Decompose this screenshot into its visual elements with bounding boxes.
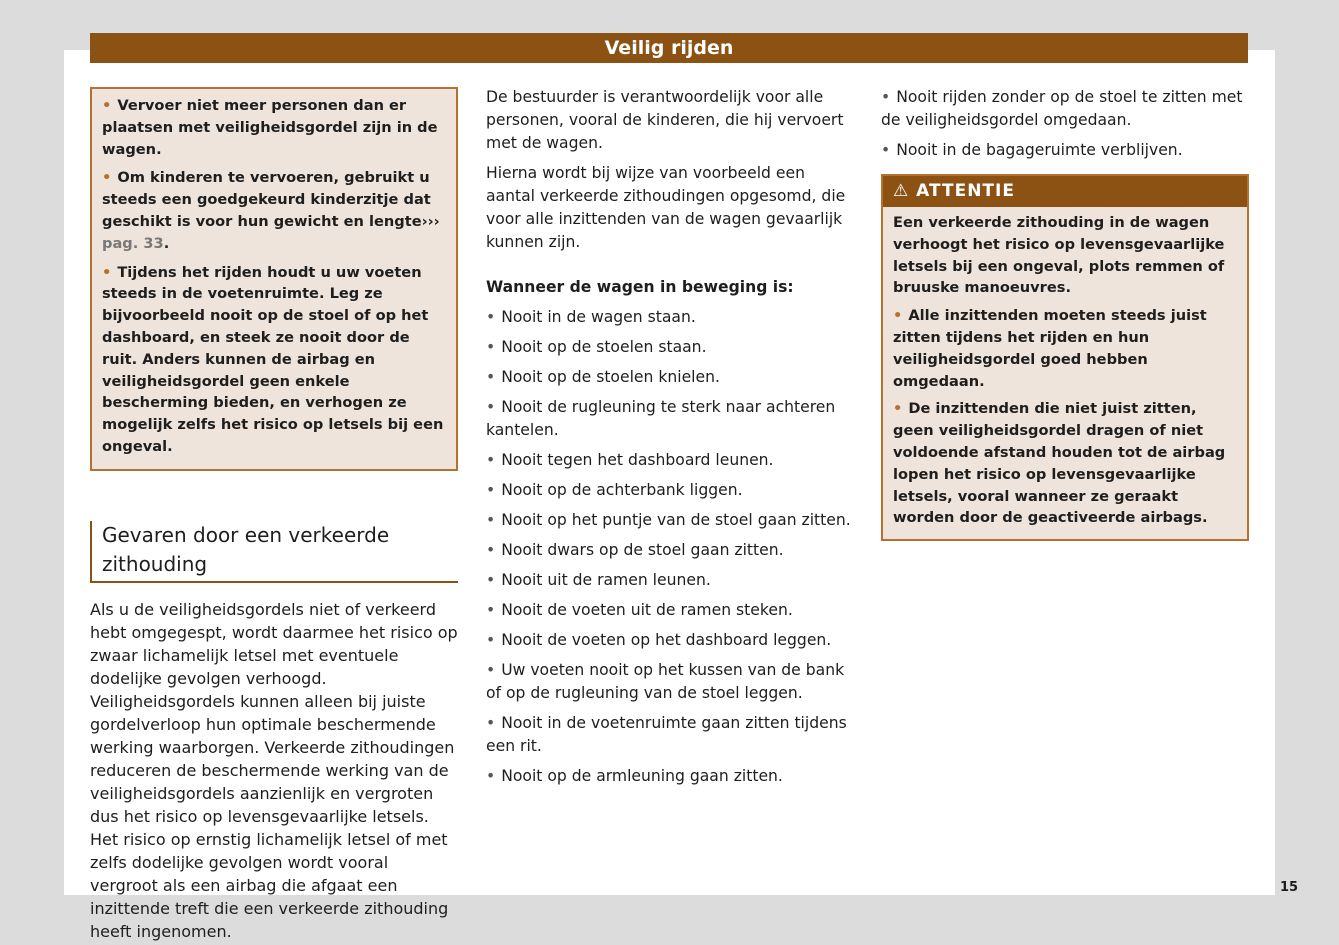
bullet-icon: • xyxy=(881,141,891,159)
bullet-icon: • xyxy=(486,398,496,416)
attention-list xyxy=(893,305,1237,529)
box-item: • Om kinderen te vervoeren, gebruikt u steeds een goedgekeurd kinderzitje dat geschikt is voor hun gewicht en lengte››› pag. 33. xyxy=(102,169,440,252)
list-item-text: Nooit op de achterbank liggen. xyxy=(501,481,743,499)
bullet-list xyxy=(881,86,1249,162)
attention-intro: Een verkeerde zithouding in de wagen verhoogt het risico op levensgevaarlijke letsels bij een ongeval, plots remmen of bruuske manoeuvres. xyxy=(893,214,1225,297)
middle-column xyxy=(486,86,852,795)
page-number: 15 xyxy=(1280,880,1299,895)
bullet-icon: • xyxy=(486,601,496,619)
bullet-icon: • xyxy=(486,481,496,499)
list-item xyxy=(881,139,1249,162)
list-item xyxy=(486,306,852,329)
list-item xyxy=(486,509,852,532)
bullet-icon: • xyxy=(486,661,496,679)
bullet-icon: • xyxy=(881,88,891,106)
bullet-icon: • xyxy=(486,714,496,732)
right-column xyxy=(881,86,1249,541)
bullet-icon: • xyxy=(486,368,496,386)
list-item xyxy=(486,336,852,359)
list-item xyxy=(486,712,852,758)
list-item-text: Nooit de rugleuning te sterk naar achteren kantelen. xyxy=(486,398,836,439)
bullet-icon: • xyxy=(486,308,496,326)
page-link[interactable]: pag. 33 xyxy=(102,234,164,252)
list-item xyxy=(486,479,852,502)
list-item xyxy=(893,305,1237,392)
list-item-text: De inzittenden die niet juist zitten, geen veiligheidsgordel dragen of niet voldoende afstand houden tot de airbag lopen het risico op levensgevaarlijke letsels, vooral wanneer ze geraakt worden door de geactiveerde airbags. xyxy=(893,400,1226,527)
attention-box xyxy=(881,174,1249,541)
box-item: • Vervoer niet meer personen dan er plaatsen met veiligheidsgordel zijn in de wagen. xyxy=(102,97,438,158)
left-column xyxy=(90,87,458,943)
bullet-icon: • xyxy=(486,541,496,559)
list-item-text: Nooit op de armleuning gaan zitten. xyxy=(501,767,783,785)
list-item xyxy=(893,398,1237,529)
warning-triangle-icon: ⚠ xyxy=(893,181,910,201)
list-item-text: Nooit in de bagageruimte verblijven. xyxy=(896,141,1183,159)
bullet-icon: • xyxy=(486,451,496,469)
bullet-icon: • xyxy=(486,338,496,356)
list-item-text: Nooit de voeten uit de ramen steken. xyxy=(501,601,793,619)
list-item-text: Nooit rijden zonder op de stoel te zitten met de veiligheidsgordel omgedaan. xyxy=(881,88,1243,129)
list-item-text: Nooit uit de ramen leunen. xyxy=(501,571,711,589)
box-item: • Tijdens het rijden houdt u uw voeten steeds in de voetenruimte. Leg ze bijvoorbeeld nooit op de stoel of op het dashboard, en steek ze nooit door de ruit. Anders kunnen de airbag en veiligheidsgordel geen enkele bescherming bieden, en verhogen ze mogelijk zelfs het risico op letsels bij een ongeval. xyxy=(102,263,444,455)
bullet-icon: • xyxy=(486,767,496,785)
body-paragraph: Hierna wordt bij wijze van voorbeeld een aantal verkeerde zithoudingen opgesomd, die voor alle inzittenden van de wagen gevaarlijk kunnen zijn. xyxy=(486,164,846,251)
list-item-text: Nooit dwars op de stoel gaan zitten. xyxy=(501,541,784,559)
bullet-icon: • xyxy=(486,631,496,649)
list-item-text: Nooit tegen het dashboard leunen. xyxy=(501,451,774,469)
box-item-text: Tijdens het rijden houdt u uw voeten steeds in de voetenruimte. Leg ze bijvoorbeeld nooit op de stoel of op het dashboard, en steek ze nooit door de ruit. Anders kunnen de airbag en veiligheidsgordel geen enkele bescherming bieden, en verhogen ze mogelijk zelfs het risico op letsels bij een ongeval. xyxy=(102,263,444,455)
attention-title: ATTENTIE xyxy=(916,181,1015,201)
list-item xyxy=(486,449,852,472)
list-item xyxy=(881,86,1249,132)
box-item-text: Om kinderen te vervoeren, gebruikt u steeds een goedgekeurd kinderzitje dat geschikt is voor hun gewicht en lengte xyxy=(102,169,431,230)
bullet-list xyxy=(486,306,852,788)
list-item xyxy=(486,765,852,788)
list-item-text: Nooit in de wagen staan. xyxy=(501,308,696,326)
list-item-text: Nooit op de stoelen knielen. xyxy=(501,368,720,386)
list-item xyxy=(486,659,852,705)
list-item xyxy=(486,539,852,562)
punct: . xyxy=(163,234,170,252)
list-item xyxy=(486,599,852,622)
list-item xyxy=(486,396,852,442)
body-paragraph: De bestuurder is verantwoordelijk voor alle personen, vooral de kinderen, die hij vervoert met de wagen. xyxy=(486,88,844,152)
bullet-icon: • xyxy=(893,400,903,418)
box-item-text: Vervoer niet meer personen dan er plaatsen met veiligheidsgordel zijn in de wagen. xyxy=(102,97,438,158)
warning-box xyxy=(90,87,458,471)
bullet-icon: • xyxy=(893,307,903,325)
section-header: Veilig rijden xyxy=(90,33,1248,63)
list-item xyxy=(486,569,852,592)
list-item-text: Nooit de voeten op het dashboard leggen. xyxy=(501,631,832,649)
bullet-icon: • xyxy=(486,511,496,529)
bullet-icon: • xyxy=(486,571,496,589)
list-item xyxy=(486,366,852,389)
reference-arrow: ››› xyxy=(421,212,440,230)
list-item-text: Nooit in de voetenruimte gaan zitten tijdens een rit. xyxy=(486,714,847,755)
list-item-text: Alle inzittenden moeten steeds juist zitten tijdens het rijden en hun veiligheidsgordel goed hebben omgedaan. xyxy=(893,307,1207,390)
list-item-text: Uw voeten nooit op het kussen van de bank of op de rugleuning van de stoel leggen. xyxy=(486,661,845,702)
list-item xyxy=(486,629,852,652)
section-heading: Gevaren door een verkeerde zithouding xyxy=(90,521,458,583)
list-item-text: Nooit op het puntje van de stoel gaan zitten. xyxy=(501,511,851,529)
body-paragraph: Als u de veiligheidsgordels niet of verkeerd hebt omgegespt, wordt daarmee het risico op zwaar lichamelijk letsel met eventuele dodelijke gevolgen verhoogd. Veiligheidsgordels kunnen alleen bij juiste gordelverloop hun optimale beschermende werking waarborgen. Verkeerde zithoudingen reduceren de beschermende werking van de veiligheidsgordels aanzienlijk en vergroten dus het risico op levensgevaarlijke letsels. Het risico op ernstig lichamelijk letsel of met zelfs dodelijke gevolgen wordt vooral vergroot als een airbag die afgaat een inzittende treft die een verkeerde zithouding heeft ingenomen. xyxy=(90,599,458,941)
list-item-text: Nooit op de stoelen staan. xyxy=(501,338,707,356)
attention-header xyxy=(883,176,1247,207)
subheading: Wanneer de wagen in beweging is: xyxy=(486,278,794,296)
